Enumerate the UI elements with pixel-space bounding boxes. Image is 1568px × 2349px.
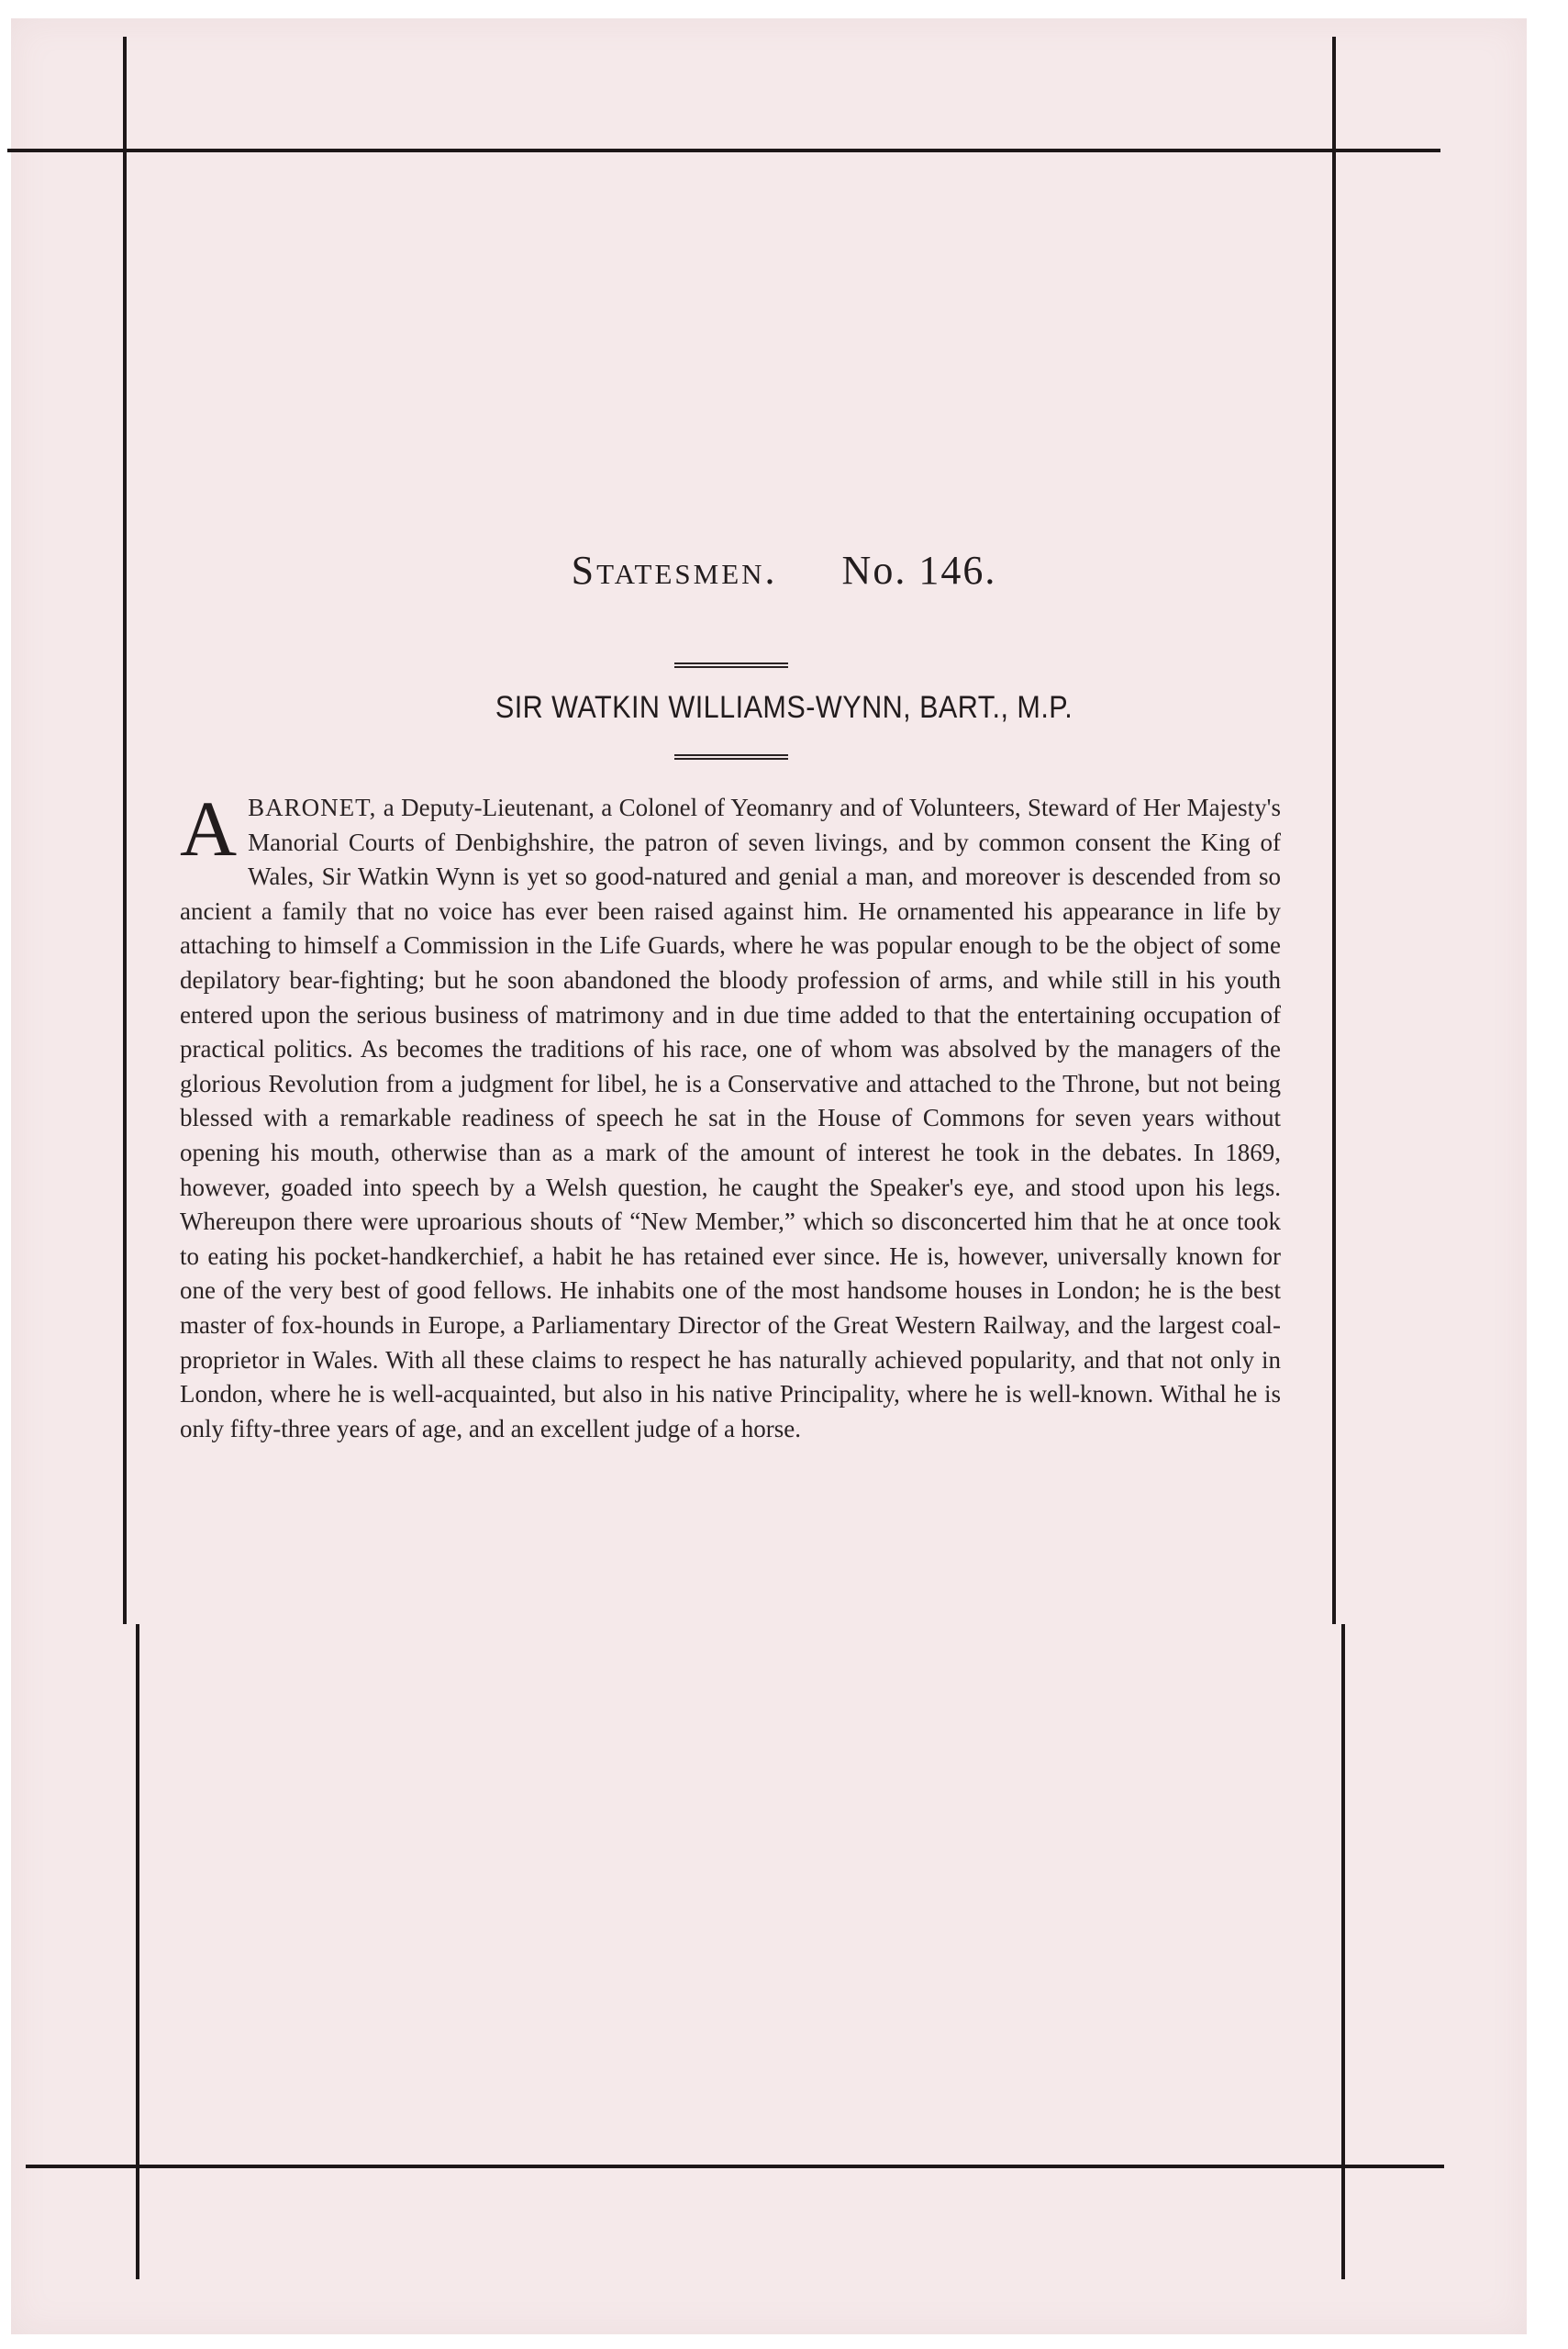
frame-rule-top xyxy=(7,149,1440,152)
frame-rule-left-bottom xyxy=(136,1624,139,2279)
heading-divider-bottom xyxy=(674,754,788,760)
series-heading xyxy=(0,547,1568,594)
article-paragraph: a Deputy-Lieutenant, a Colonel of Yeomanry and of Volunteers, Steward of Her Majesty's Manorial Courts of Denbighshire, the patron of seven livings, and by common consent the King of Wales, Sir Watkin Wynn is yet so good-natured and genial a man, and moreover is descended from so ancient a family that no voice has ever been raised against him. He ornamented his appearance in life by attaching to himself a Commission in the Life Guards, where he was popular enough to be the object of some depilatory bear-fighting; but he soon abandoned the bloody profession of arms, and while still in his youth entered upon the serious business of matrimony and in due time added to that the entertaining occupation of practical politics. As becomes the traditions of his race, one of whom was absolved by the managers of the glorious Revolution from a judgment for libel, he is a Conservative and attached to the Throne, but not being blessed with a remarkable readiness of speech he sat in the House of Commons for seven years without opening his mouth, otherwise than as a mark of the amount of interest he took in the debates. In 1869, however, goaded into speech by a Welsh question, he caught the Speaker's eye, and stood upon his legs. Whereupon there were uproarious shouts of “New Member,” which so disconcerted him that he at once took to eating his pocket-handkerchief, a habit he has retained ever since. He is, however, universally known for one of the very best of good fellows. He inhabits one of the most handsome houses in London; he is the best master of fox-hounds in Europe, a Parliamentary Director of the Great Western Railway, and the largest coal-proprietor in Wales. With all these claims to respect he has naturally achieved popularity, and that not only in London, where he is well-acquainted, but also in his native Principality, where he is well-known. Withal he is only fifty-three years of age, and an excellent judge of a horse. xyxy=(180,794,1282,1442)
frame-rule-left-top xyxy=(123,37,127,1624)
article-body xyxy=(180,785,1282,1446)
article-subject: SIR WATKIN WILLIAMS-WYNN, BART., M.P. xyxy=(495,690,1073,725)
frame-rule-bottom xyxy=(26,2165,1444,2168)
heading-divider-top xyxy=(674,662,788,668)
frame-rule-right-bottom xyxy=(1341,1624,1345,2279)
series-number: No. 146. xyxy=(841,548,997,593)
lead-word: BARONET, xyxy=(248,794,377,821)
drop-cap: A xyxy=(180,785,238,873)
frame-rule-right-top xyxy=(1332,37,1336,1624)
series-title: Statesmen. xyxy=(571,548,778,593)
